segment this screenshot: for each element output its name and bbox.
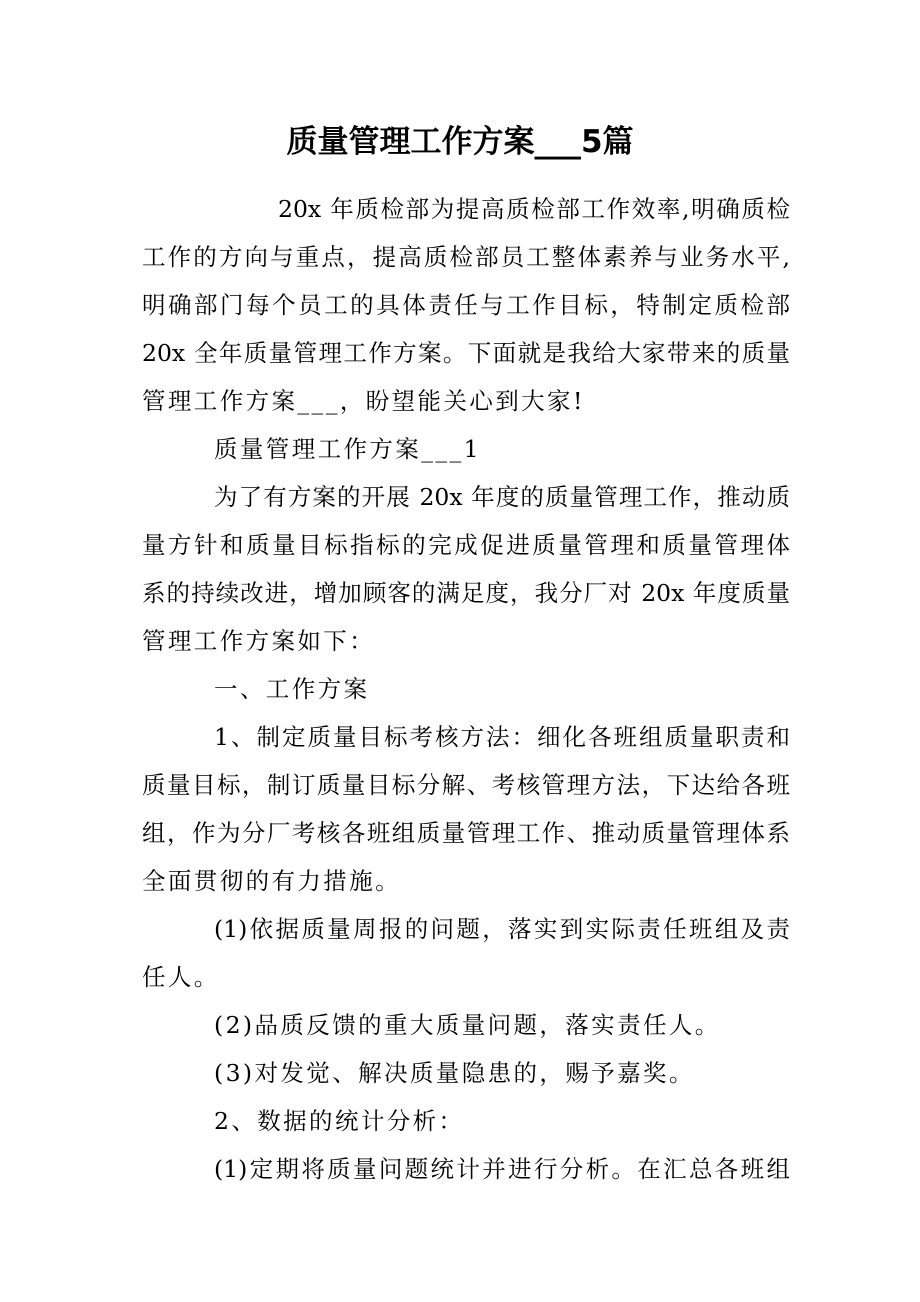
paragraph-line: 系的持续改进，增加顾客的满足度，我分厂对 20x 年度质量 (142, 579, 790, 607)
paragraph-line: 量方针和质量目标指标的完成促进质量管理和质量管理体 (142, 531, 790, 559)
paragraph-line: 工作的方向与重点，提高质检部员工整体素养与业务水平, (142, 243, 790, 271)
paragraph-line: 明确部门每个员工的具体责任与工作目标，特制定质检部 (142, 291, 790, 319)
paragraph-line: 20x 年质检部为提高质检部工作效率,明确质检 (278, 195, 790, 223)
section-heading: 质量管理工作方案___1 (214, 435, 482, 463)
paragraph-line: 管理工作方案___，盼望能关心到大家! (142, 387, 585, 415)
paragraph-line: 20x 全年质量管理工作方案。下面就是我给大家带来的质量 (142, 339, 790, 367)
paragraph-line: 组，作为分厂考核各班组质量管理工作、推动质量管理体系 (142, 819, 790, 847)
paragraph-line: (1)定期将质量问题统计并进行分析。在汇总各班组 (214, 1155, 790, 1183)
paragraph-line: 质量目标，制订质量目标分解、考核管理方法，下达给各班 (142, 771, 790, 799)
document-title: 质量管理工作方案___5篇 (286, 124, 634, 160)
paragraph-line: (2)品质反馈的重大质量问题，落实责任人。 (214, 1011, 721, 1039)
paragraph-line: (1)依据质量周报的问题，落实到实际责任班组及责 (214, 915, 790, 943)
paragraph-line: 任人。 (142, 963, 220, 991)
paragraph-line: 1、制定质量目标考核方法：细化各班组质量职责和 (214, 723, 790, 751)
paragraph-line: 为了有方案的开展 20x 年度的质量管理工作，推动质 (214, 483, 790, 511)
paragraph-line: 管理工作方案如下： (142, 627, 376, 655)
paragraph-line: (3)对发觉、解决质量隐患的，赐予嘉奖。 (214, 1059, 695, 1087)
section-heading: 2、数据的统计分析： (214, 1107, 465, 1135)
paragraph-line: 全面贯彻的有力措施。 (142, 867, 401, 895)
section-heading: 一、工作方案 (214, 675, 370, 703)
